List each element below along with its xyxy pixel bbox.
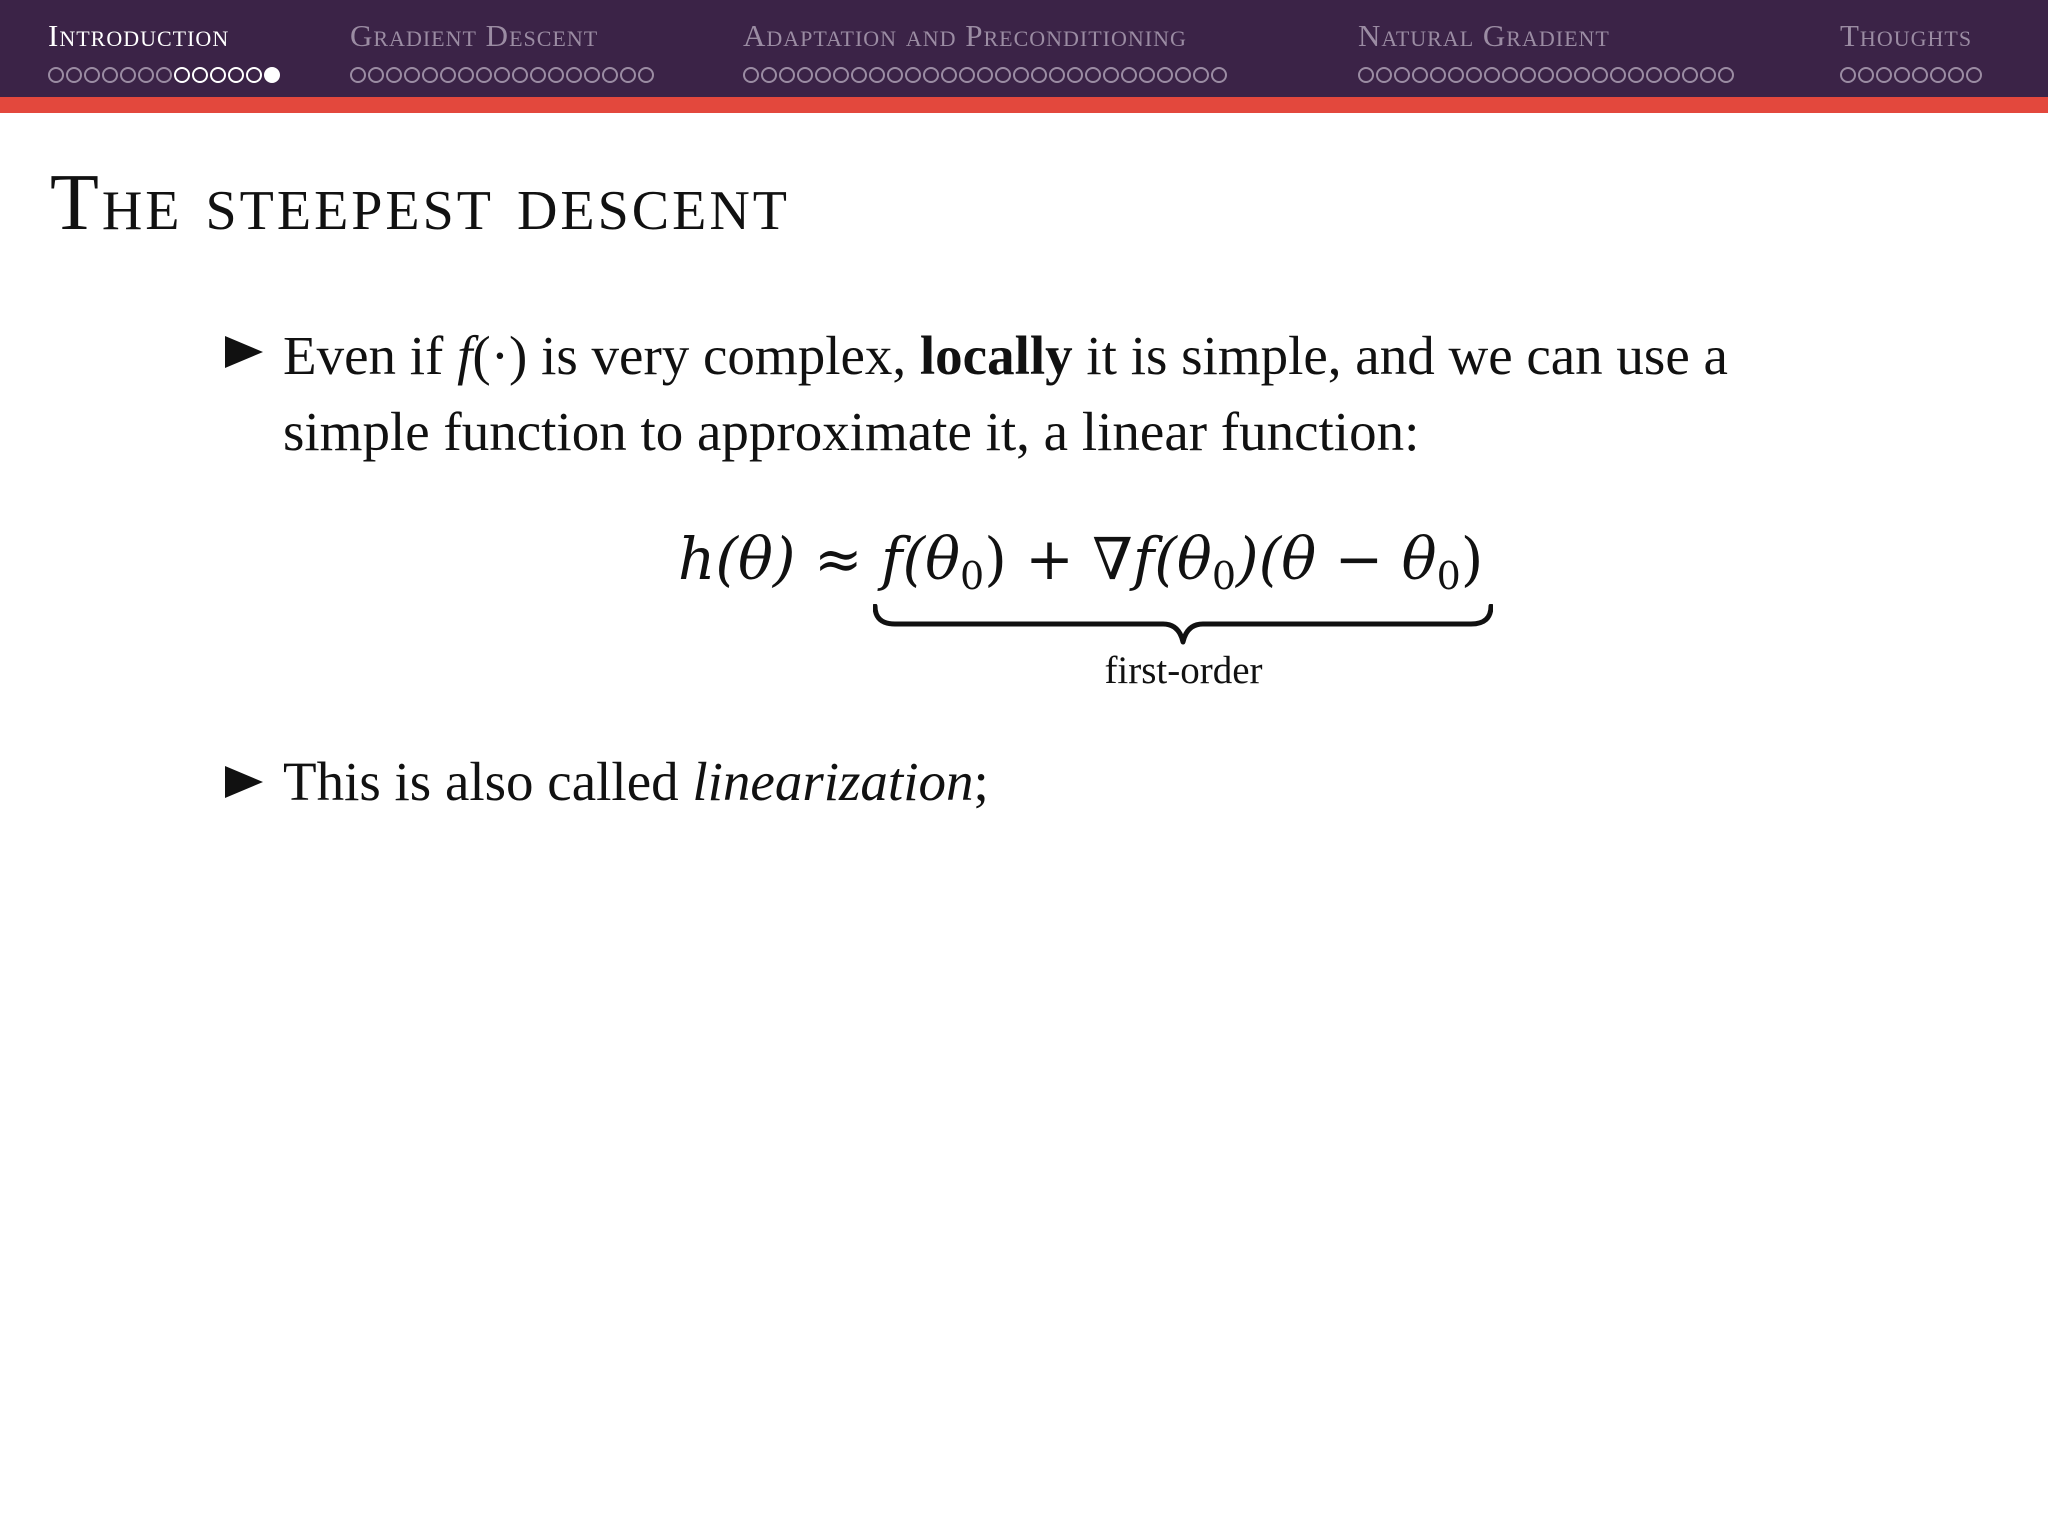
equation-term: (θ xyxy=(1154,525,1212,593)
slide-dot-icon[interactable] xyxy=(66,67,82,83)
slide-dot-icon[interactable] xyxy=(959,67,975,83)
slide-dot-icon[interactable] xyxy=(1376,67,1392,83)
slide-dot-icon[interactable] xyxy=(1556,67,1572,83)
slide-dot-icon[interactable] xyxy=(797,67,813,83)
slide-dot-icon[interactable] xyxy=(1484,67,1500,83)
slide-dot-icon[interactable] xyxy=(404,67,420,83)
slide-dot-icon[interactable] xyxy=(1646,67,1662,83)
slide-dot-icon[interactable] xyxy=(48,67,64,83)
equation-term: f xyxy=(1132,525,1155,593)
slide-dot-icon[interactable] xyxy=(815,67,831,83)
slide-dot-icon[interactable] xyxy=(264,67,280,83)
slide-dot-icon[interactable] xyxy=(1894,67,1910,83)
slide-dot-icon[interactable] xyxy=(1103,67,1119,83)
slide-dot-icon[interactable] xyxy=(566,67,582,83)
math-arg: (·) xyxy=(472,325,528,386)
bullet-item xyxy=(283,744,1783,820)
slide-dot-icon[interactable] xyxy=(548,67,564,83)
nav-section-adaptation-preconditioning[interactable] xyxy=(743,20,1227,86)
equation-term: )(θ − θ xyxy=(1236,525,1437,593)
bullet-item xyxy=(283,318,1843,470)
slide-dot-icon[interactable] xyxy=(1466,67,1482,83)
nav-section-gradient-descent[interactable] xyxy=(350,20,654,86)
slide-dot-icon[interactable] xyxy=(1157,67,1173,83)
slide-dot-icon[interactable] xyxy=(1930,67,1946,83)
slide-dot-icon[interactable] xyxy=(941,67,957,83)
italic-emphasis: linearization xyxy=(692,751,974,812)
slide-dot-icon[interactable] xyxy=(174,67,190,83)
slide-dot-icon[interactable] xyxy=(156,67,172,83)
slide-dot-icon[interactable] xyxy=(440,67,456,83)
slide-dot-icon[interactable] xyxy=(1085,67,1101,83)
slide-dot-icon[interactable] xyxy=(761,67,777,83)
slide-dot-icon[interactable] xyxy=(1358,67,1374,83)
nav-section-label[interactable]: Gradient Descent xyxy=(350,18,599,53)
slide-dot-icon[interactable] xyxy=(1628,67,1644,83)
slide-dot-icon[interactable] xyxy=(1412,67,1428,83)
slide-dot-icon[interactable] xyxy=(1211,67,1227,83)
slide-dot-icon[interactable] xyxy=(1520,67,1536,83)
slide-dot-icon[interactable] xyxy=(1682,67,1698,83)
slide-dot-icon[interactable] xyxy=(102,67,118,83)
slide-dot-icon[interactable] xyxy=(350,67,366,83)
equation-subscript: 0 xyxy=(960,554,985,598)
slide-dot-icon[interactable] xyxy=(246,67,262,83)
slide-dot-icon[interactable] xyxy=(1067,67,1083,83)
slide-dot-icon[interactable] xyxy=(995,67,1011,83)
slide-dot-icon[interactable] xyxy=(869,67,885,83)
equation-term: ) + ∇ xyxy=(984,525,1133,593)
equation-term: ) xyxy=(1460,525,1484,593)
slide-dot-icon[interactable] xyxy=(923,67,939,83)
slide-dot-icon[interactable] xyxy=(1430,67,1446,83)
slide-dot-icon[interactable] xyxy=(1193,67,1209,83)
slide-dot-icon[interactable] xyxy=(1840,67,1856,83)
equation-term: f xyxy=(881,525,903,593)
slide-title: The steepest descent xyxy=(50,159,790,247)
slide-dot-icon[interactable] xyxy=(422,67,438,83)
slide-dot-icon[interactable] xyxy=(584,67,600,83)
slide-dot-icon[interactable] xyxy=(620,67,636,83)
slide-dot-icon[interactable] xyxy=(228,67,244,83)
slide-dot-icon[interactable] xyxy=(1121,67,1137,83)
equation-lhs: h(θ) ≈ xyxy=(678,525,881,593)
equation-term: (θ xyxy=(902,525,961,593)
linearization-equation xyxy=(678,525,1484,598)
slide-dot-icon[interactable] xyxy=(1448,67,1464,83)
slide-dot-icon[interactable] xyxy=(1592,67,1608,83)
slide-dot-icon[interactable] xyxy=(1175,67,1191,83)
slide-dot-icon[interactable] xyxy=(386,67,402,83)
slide-dot-icon[interactable] xyxy=(494,67,510,83)
slide-dot-icon[interactable] xyxy=(833,67,849,83)
slide-dot-icon[interactable] xyxy=(1912,67,1928,83)
slide-dot-icon[interactable] xyxy=(743,67,759,83)
nav-section-introduction[interactable] xyxy=(48,20,280,86)
slide-dot-icon[interactable] xyxy=(851,67,867,83)
slide-dot-icon[interactable] xyxy=(602,67,618,83)
math-f: f xyxy=(457,325,473,386)
slide-dot-icon[interactable] xyxy=(1013,67,1029,83)
header-accent-line xyxy=(0,97,2048,113)
slide-progress-dots xyxy=(1840,64,1982,86)
nav-section-label[interactable]: Thoughts xyxy=(1840,18,1973,53)
equation-subscript: 0 xyxy=(1436,554,1461,598)
bold-emphasis: locally xyxy=(919,325,1073,386)
slide-dot-icon[interactable] xyxy=(887,67,903,83)
slide-dot-icon[interactable] xyxy=(530,67,546,83)
bullet-text: Even if xyxy=(283,325,458,386)
slide-dot-icon[interactable] xyxy=(1718,67,1734,83)
slide-progress-dots xyxy=(350,64,654,86)
nav-section-thoughts[interactable] xyxy=(1840,20,1982,86)
slide-dot-icon[interactable] xyxy=(977,67,993,83)
slide-dot-icon[interactable] xyxy=(476,67,492,83)
bullet-triangle-icon xyxy=(225,336,263,368)
slide-dot-icon[interactable] xyxy=(84,67,100,83)
slide-dot-icon[interactable] xyxy=(1538,67,1554,83)
slide-dot-icon[interactable] xyxy=(905,67,921,83)
slide-dot-icon[interactable] xyxy=(192,67,208,83)
slide-dot-icon[interactable] xyxy=(1049,67,1065,83)
equation-subscript: 0 xyxy=(1211,554,1237,598)
slide-dot-icon[interactable] xyxy=(1948,67,1964,83)
slide-dot-icon[interactable] xyxy=(1664,67,1680,83)
nav-section-natural-gradient[interactable] xyxy=(1358,20,1734,86)
bullet-text: it is simple, and we can use a simple function to approximate it, a linear function: xyxy=(283,325,1728,462)
slide-dot-icon[interactable] xyxy=(1502,67,1518,83)
bullet-triangle-icon xyxy=(225,766,263,798)
slide-dot-icon[interactable] xyxy=(1139,67,1155,83)
slide-dot-icon[interactable] xyxy=(779,67,795,83)
slide-dot-icon[interactable] xyxy=(1700,67,1716,83)
slide-dot-icon[interactable] xyxy=(210,67,226,83)
bullet-text: ; xyxy=(973,751,989,812)
slide-dot-icon[interactable] xyxy=(1610,67,1626,83)
slide-progress-dots xyxy=(743,64,1227,86)
nav-section-label[interactable]: Adaptation and Preconditioning xyxy=(743,18,1187,53)
slide-dot-icon[interactable] xyxy=(638,67,654,83)
bullet-text: This is also called xyxy=(283,751,693,812)
slide-dot-icon[interactable] xyxy=(368,67,384,83)
underbrace-icon xyxy=(873,604,1493,648)
slide-dot-icon[interactable] xyxy=(1858,67,1874,83)
slide-progress-dots xyxy=(1358,64,1734,86)
slide-dot-icon[interactable] xyxy=(458,67,474,83)
section-navigation-bar xyxy=(0,0,2048,97)
slide-dot-icon[interactable] xyxy=(1394,67,1410,83)
slide-progress-dots xyxy=(48,64,280,86)
slide-dot-icon[interactable] xyxy=(1876,67,1892,83)
slide-dot-icon[interactable] xyxy=(1966,67,1982,83)
slide-dot-icon[interactable] xyxy=(120,67,136,83)
bullet-text: is very complex, xyxy=(527,325,920,386)
slide-dot-icon[interactable] xyxy=(1031,67,1047,83)
nav-section-label[interactable]: Introduction xyxy=(48,18,230,53)
slide-dot-icon[interactable] xyxy=(138,67,154,83)
underbrace-label: first-order xyxy=(1104,649,1263,692)
slide-dot-icon[interactable] xyxy=(1574,67,1590,83)
slide-dot-icon[interactable] xyxy=(512,67,528,83)
nav-section-label[interactable]: Natural Gradient xyxy=(1358,18,1610,53)
